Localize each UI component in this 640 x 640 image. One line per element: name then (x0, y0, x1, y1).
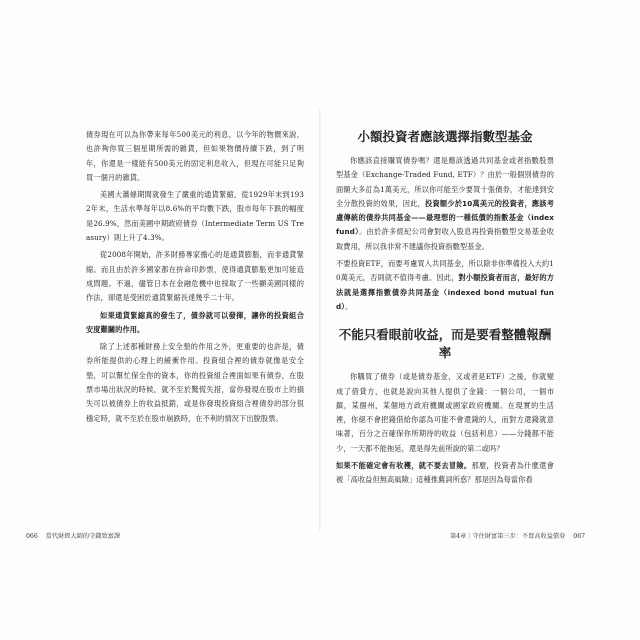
left-paragraph-2: 美國大蕭條期間就發生了嚴重的通貨緊縮，從1929年末到1932年末，生活水準每年以8.6%的平均數下跌，股市每年下跌的幅度是26.9%，然而美國中期政府債券（Intermediate Term US Treasury）則上升了4.3%。 (86, 190, 304, 243)
left-page-number: 066 (26, 533, 38, 540)
right-paragraph-1-tail: 。由於許多經紀公司會對收入股息再投資指數型交易基金收取費用，所以我非常不建議你投資指數型基金。 (336, 227, 555, 251)
book-gutter (319, 110, 321, 530)
right-footer (450, 531, 591, 540)
right-running-title: 第4章｜守住財富第三步：不買高收益債券 (450, 533, 566, 540)
right-paragraph-2-tail: 。 (344, 301, 353, 311)
section-heading-index-funds: 小額投資者應該選擇指數型基金 (357, 129, 533, 144)
left-footer (26, 531, 126, 540)
left-paragraph-1: 債券現在可以為你帶來每年500美元的利息，以今年的物價來說，也許夠你買三個星期所需的雜貨，但如果物價持續下跌，到了明年，你還是一樣能有500美元的固定利息收入，但現在可能只足夠買一個月的雜貨。 (86, 130, 304, 182)
right-paragraph-4 (336, 459, 554, 488)
right-paragraph-1 (336, 154, 554, 254)
left-paragraph-5: 除了上述那種財務上安全墊的作用之外，更重要的也許是，債券所能提供的心理上的緩衝作用。投資組合裡的債券就像是安全墊，可以幫忙保全你的資本，你的投資組合裡面如果有債券，在股票市場出狀況的時候，就不至於驚慌失措，當你發現在股市上的損失可以被債券上的收益抵銷，或是你發現投資組合裡債券的部分很穩定時，就不至於在股市崩跌時，在不利的情況下出脫股票。 (86, 342, 304, 423)
right-paragraph-4-tail: 那麼，投資者為什麼還會被「高收益但無高風險」這種推薦詞所惑？那是因為每當你看 (336, 461, 554, 485)
right-paragraph-2-text: 不要投資ETF，而要考慮買入共同基金，所以除非你準備投入大約10萬美元，否則就不值得考慮。因此， (336, 259, 554, 283)
left-paragraph-3: 從2008年開始，許多財務專家擔心的是通貨膨脹，而非通貨緊縮。而且由於許多國家都在拚命印鈔票，使得通貨膨脹更加可能造成問題。不過，儘管日本在金融危機中也採取了一些顯美國同樣的作法，卻還是受困於通貨緊縮長達幾乎二十年。 (86, 250, 304, 303)
right-paragraph-1-text: 你應該直接購買債券嗎？還是應該透過共同基金或者指數股票型基金（Exchange-Traded Fund, ETF）？由於一般個別債券的面額大多訂為1萬美元，所以你可能至少要買十張債券，才能達到安全分散投資的效果，因此， (336, 156, 554, 208)
left-page (86, 128, 304, 429)
right-page-number: 067 (573, 533, 586, 540)
right-paragraph-3: 你購買了債券（或是債券基金，又或者是ETF）之後，你就變成了借貸方，也就是說向其他人提供了金錢：一個公司，一個市鎮，某個州，某個地方政府機關或國家政府機關。在現實的生活裡，你絕不會把錢借給你認為可能不會還錢的人，而對方還錢就意味著，百分之百確保你所期待的收益（包括利息）——分錢都不能少，一天都不能拖延，還是得先前所說的第二或吗？ (336, 372, 554, 453)
section-heading-total-return: 不能只看眼前收益，而是要看整體報酬率 (338, 327, 552, 361)
left-paragraph-4-bold: 如果通貨緊縮真的發生了，債券就可以發揮，讓你的投資組合安度難關的作用。 (86, 310, 304, 334)
left-running-title: 當代財經大師的守錢致富課 (45, 533, 121, 540)
right-page (336, 128, 554, 491)
right-paragraph-1-bold: 投資額少於10萬美元的投資者，應該考慮傳統的債券共同基金——最理想的一種低價的指數基金（index fund） (336, 198, 555, 237)
right-paragraph-2-bold: 對小額投資者而言，最好的方法就是選擇指數債券共同基金（indexed bond mutual fund） (336, 273, 554, 311)
right-paragraph-4-bold: 如果不能確定會有收穫，就不要去冒險。 (336, 461, 472, 471)
right-paragraph-2 (336, 257, 554, 314)
